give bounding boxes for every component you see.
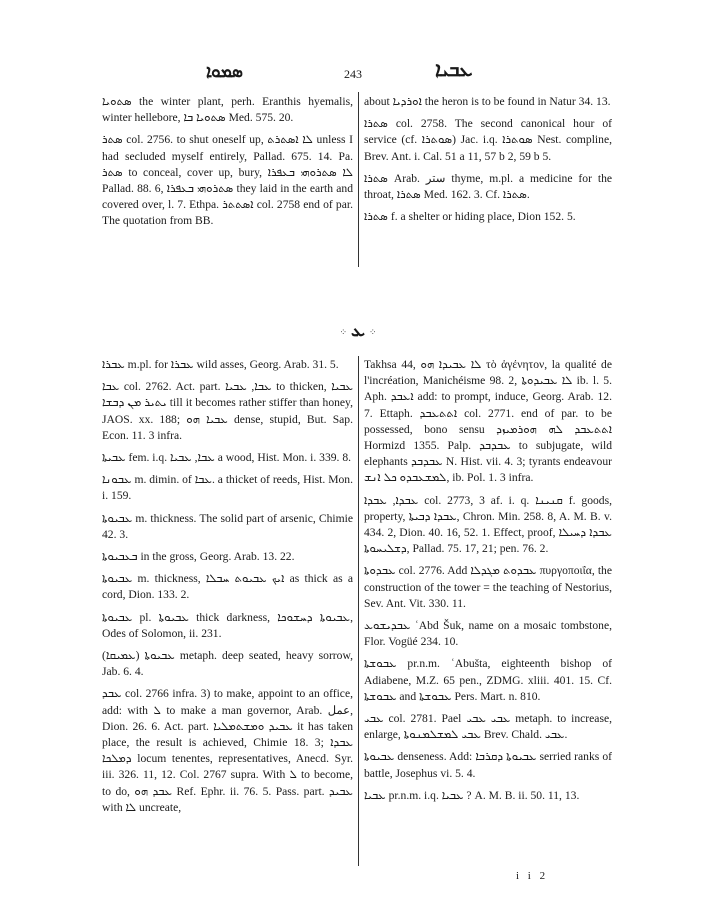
dictionary-entry: ܥܒܕܐ, ܥܒܕܐ col. 2773, 3 af. i. q. ܩܢܝܢܐ f. goods, property, ܥܒܕܐ ܕܒܝܬܐ, Chron. Min. 258. 8, A. M. B. v. 434. 2, Dion. 40. 16, 52. 1. Effect, proof, ܥܒܕܐ ܕܚܝܠܐ ܕܫܠܝܚܘܬܐ, Pallad. 75. 17, 21; pen. 76. 2. [364,493,612,556]
column-divider-bottom [358,356,359,866]
dictionary-entry: ܒܥܒܝܘܬܐ in the gross, Georg. Arab. 13. 22. [102,550,295,564]
ornament-right: ⁘ [368,327,377,338]
header-catchword-left: ܣܡܘܐ [206,62,243,81]
dictionary-entry: ܣܬܪܐ col. 2758. The second canonical hour of service (cf. ܣܘܬܪܐ) Jac. i.q. ܣܘܬܪܐ Nest. compline, Brev. Ant. i. Cal. 51 a 11, 57 b 2, 59 b 5. [364,117,612,163]
dictionary-entry: ܥܒܝܘܬܐ pl. ܥܒܝܘܬܐ thick darkness, ܥܒܝܘܬܐ ܕܚܫܘܟܐ, Odes of Solomon, ii. 231. [102,610,353,640]
section-letter-heading [318,322,398,342]
dictionary-entry: ܣܬܘܝܐ the winter plant, perh. Eranthis hyemalis, winter hellebore, ܣܬܘܝܐ ܒܐ Med. 575. 20. [102,95,353,125]
dictionary-entry: ܥܒܝܘܬܐ denseness. Add: ܥܒܝܘܬܐ ܕܩܪܒܐ serried ranks of battle, Josephus vi. 5. 4. [364,750,612,780]
dictionary-entry: ܥܒܕܝܫܘܥ ʿAbd Šuk, name on a mosaic tombstone, Flor. Vogüé 234. 10. [364,619,612,649]
dictionary-entry: ܥܒܕܘܬܐ col. 2776. Add ܥܒܕܘܬ ܡܓܕܠܐ πυργοποιΐα, the construction of the tower = the teaching of Nestorius, Sev. Ant. Vit. 330. 11. [364,564,612,610]
column-bottom-left [102,357,353,877]
dictionary-entry: ܣܬܪܐ Arab. ستر thyme, m.pl. a medicine for the throat, ܣܬܪܐ Med. 162. 3. Cf. ܣܬܪܐ. [364,171,612,202]
section-letter: ܥ [351,320,365,340]
dictionary-entry: ܥܒܐ col. 2762. Act. part. ܥܒܐ, ܥܒܝܐ to thicken, ܥܒܝܐ ܝܬܝܪ ܡܢ ܕܒܫܐ till it becomes rather stiffer than honey, JAOS. xx. 188; ܥܒܝܐ ܗܘ dense, stupid, But. Sap. Econ. 11. 3 infra. [102,380,353,442]
dictionary-entry: ܥܒܝܘܬܐ (ܥܡܝܩܐ) metaph. deep seated, heavy sorrow, Jab. 6. 4. [102,649,353,679]
dictionary-entry: ܥܒܘܢܐ m. dimin. of ܥܒܐ. a thicket of reeds, Hist. Mon. i. 159. [102,473,353,503]
dictionary-entry: ܣܬܪ col. 2756. to shut oneself up, ܠܐ ܐܣܬܪܬ unless I had secluded myself entirely, Pallad. 675. 14. Pa. ܣܬܪ to conceal, cover up, bury, ܠܐ ܣܬܪܘܗܝ ܒܥܦܪܐ Pallad. 88. 6, ܣܬܪܘܗܝ ܒܥܦܪܐ they laid in the earth and covered over, l. 7. Ethpa. ܐܣܬܬܪ col. 2758 end of par. The quotation from BB. [102,133,353,228]
dictionary-entry: ܣܬܪܐ f. a shelter or hiding place, Dion 152. 5. [364,210,576,224]
dictionary-entry: ܥܒܝܘܬܐ m. thickness, ܐܝܟ ܥܒܝܘܬ ܚܒܠܐ as thick as a cord, Dion. 133. 2. [102,572,353,602]
column-divider-top [358,92,359,267]
column-top-right [364,94,612,270]
dictionary-entry: ܥܒܝܘܬܐ m. thickness. The solid part of arsenic, Chimie 42. 3. [102,511,353,541]
running-header [0,60,714,88]
dictionary-entry: ܥܒܝܐ pr.n.m. i.q. ܥܒܝܐ ? A. M. B. ii. 50. 11, 13. [364,788,580,802]
dictionary-entry: ܥܒܕ col. 2766 infra. 3) to make, appoint to an office, add: with ܠ to make a man governor, Arab. عمل, Dion. 26. 6. Act. part. ܥܒܝܕ ܘܡܫܬܡܠܝܐ it has taken place, the result is achieved, Chimie 18. 3; ܥܒܕܐ ܕܡܠܟܐ locum tenentes, representatives, Anecd. Syr. iii. 326. 11, 12. Col. 2767 supra. With ܠ to become, to do, ܥܒܕ ܗܘ Ref. Ephr. ii. 76. 5. Pass. part. ܥܒܝܕ with ܠܐ uncreate, [102,687,353,814]
header-catchword-right: ܥܒܝܐ [435,59,473,81]
column-top-left [102,94,353,266]
dictionary-entry: ܥܒܝ col. 2781. Pael ܥܒܝ ܥܒܝ metaph. to increase, enlarge, ܥܒܝ ܠܡܫܠܡܢܘܬܐ Brev. Chald. ܥܒܝ. [364,712,612,742]
column-bottom-right [364,357,612,877]
dictionary-entry: ܥܒܪܐ m.pl. for ܥܒܪܐ wild asses, Georg. Arab. 31. 5. [102,358,339,371]
dictionary-entry: ܥܒܘܫܬܐ pr.n.m. ʿAbušta, eighteenth bishop of Adiabene, M.Z. 65 pen., ZDMG. xliii. 401. 15. Cf. ܥܒܘܫܬܐ and ܥܒܘܫܬܐ Pers. Mart. n. 810. [364,657,612,703]
folio-signature: i i 2 [516,870,549,882]
page-number: 243 [344,67,362,81]
ornament-left: ⁘ [339,327,348,338]
dictionary-entry: about ܐܘܪܕܝܐ the heron is to be found in Natur 34. 13. [364,95,611,108]
dictionary-entry: Takhsa 44, ܠܐ ܥܒܝܕܐ ܗܘ τὸ ἀγένητον, la qualité de l'incréation, Manichéisme 98. 2, ܠܐ ܥܒܝܕܘܬܐ ib. l. 5. Aph. ܐܥܒܕ add: to prompt, induce, Georg. Arab. 12. 7. Ettaph. ܐܬܬܥܒܕ col. 2771. end of par. to be possessed, bono sensu ܐܬܬܥܒܕ ܠܗ ܗܘܪܡܝܙܕ Hormizd 1355. Palp. ܥܒܕܒܕ to subjugate, wild elephants ܥܒܕܒܕ N. Hist. vii. 4. 3; tyrants endeavour ܠܡܫܥܒܕܘ ܟܠ ܐܢܫ, ib. Pol. 1. 3 infra. [364,358,612,485]
dictionary-entry: ܥܒܝܬܐ fem. i.q. ܥܒܐ, ܥܒܝܐ a wood, Hist. Mon. i. 339. 8. [102,451,352,465]
